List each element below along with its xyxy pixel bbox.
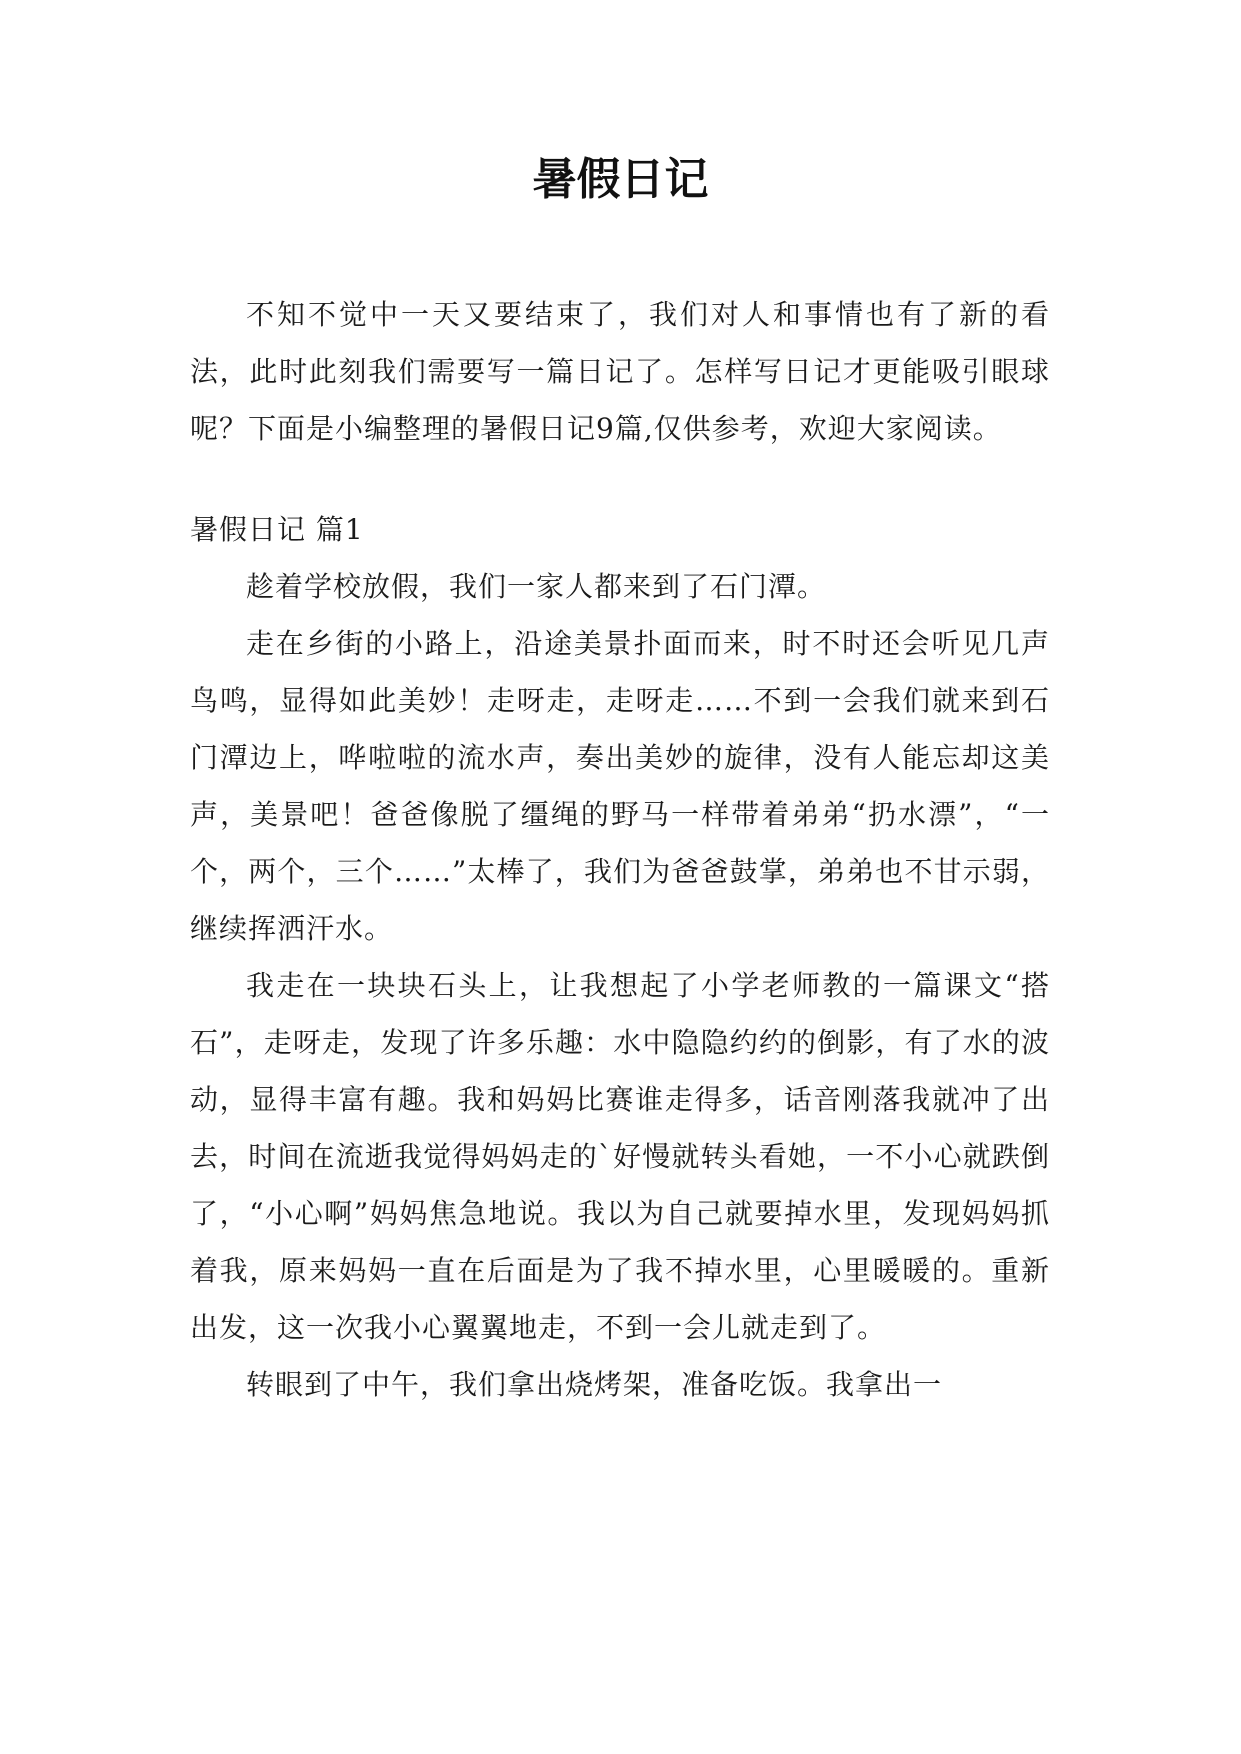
document-title: 暑假日记 xyxy=(532,154,709,205)
body-paragraph-2: 走在乡街的小路上，沿途美景扑面而来，时不时还会听见几声鸟鸣，显得如此美妙！走呀走，走呀走……不到一会我们就来到石门潭边上，哗啦啦的流水声，奏出美妙的旋律，没有人能忘却这美声，美景吧！爸爸像脱了缰绳的野马一样带着弟弟“扔水漂”，“一个，两个，三个……”太棒了，我们为爸爸鼓掌，弟弟也不甘示弱，继续挥洒汗水。 xyxy=(190,627,1050,945)
intro-paragraph: 不知不觉中一天又要结束了，我们对人和事情也有了新的看法，此时此刻我们需要写一篇日记了。怎样写日记才更能吸引眼球呢？下面是小编整理的暑假日记9篇,仅供参考，欢迎大家阅读。 xyxy=(190,298,1050,445)
body-paragraph-4: 转眼到了中午，我们拿出烧烤架，准备吃饭。我拿出一 xyxy=(246,1368,943,1401)
section-heading: 暑假日记 篇1 xyxy=(190,513,364,546)
body-paragraph-1: 趁着学校放假，我们一家人都来到了石门潭。 xyxy=(246,570,827,603)
document-body xyxy=(190,286,1050,1413)
body-paragraph-3: 我走在一块块石头上，让我想起了小学老师教的一篇课文“搭石”，走呀走，发现了许多乐趣：水中隐隐约约的倒影，有了水的波动，显得丰富有趣。我和妈妈比赛谁走得多，话音刚落我就冲了出去，时间在流逝我觉得妈妈走的`好慢就转头看她，一不小心就跌倒了，“小心啊”妈妈焦急地说。我以为自己就要掉水里，发现妈妈抓着我，原来妈妈一直在后面是为了我不掉水里，心里暖暖的。重新出发，这一次我小心翼翼地走，不到一会儿就走到了。 xyxy=(190,969,1050,1344)
